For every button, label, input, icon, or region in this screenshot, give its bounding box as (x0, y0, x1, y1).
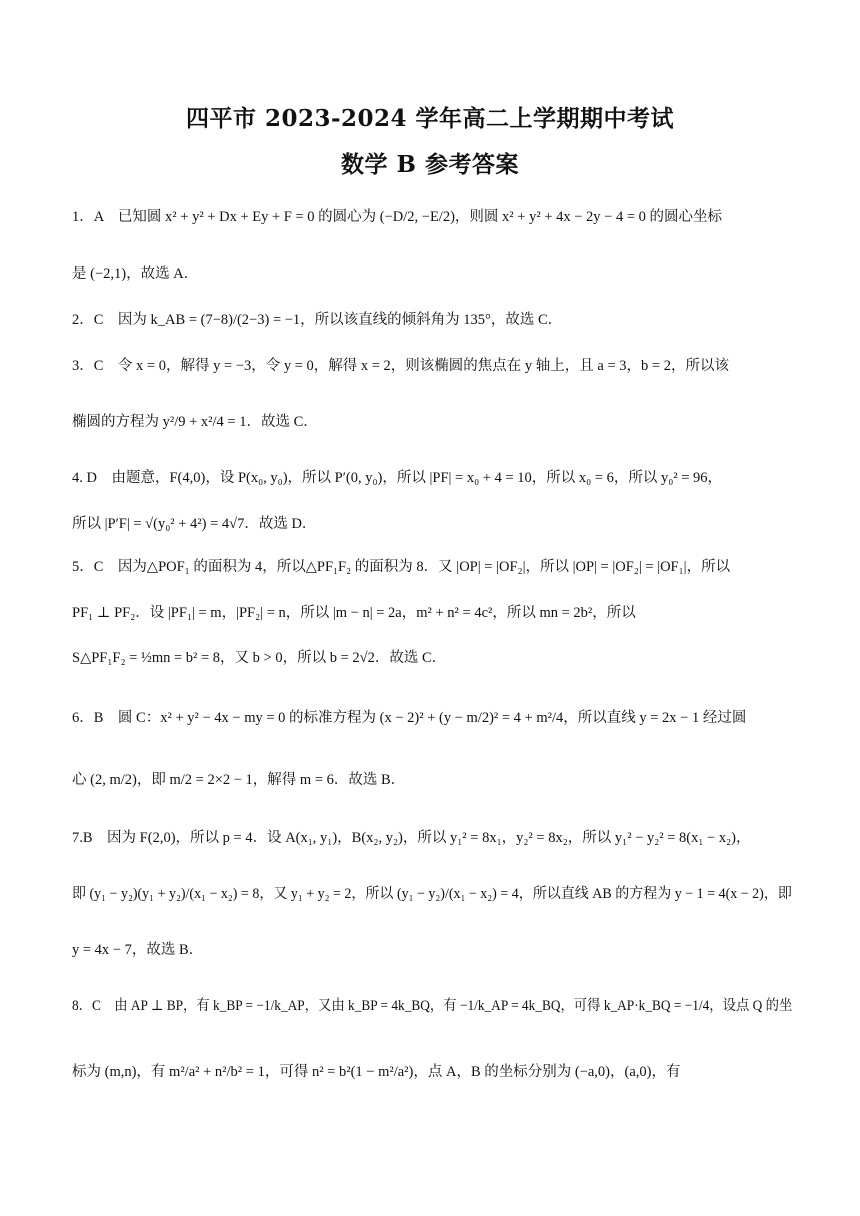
answer-4-line-1: 4. D 由题意，F(4,0)，设 P(x₀, y₀)，所以 P′(0, y₀)，所以 |PF| = x₀ + 4 = 10，所以 x₀ = 6，所以 y₀² = 96， (72, 470, 723, 486)
answer-5-line-2: PF₁ ⊥ PF₂．设 |PF₁| = m，|PF₂| = n，所以 |m − n| = 2a，m² + n² = 4c²，所以 mn = 2b²，所以 (72, 605, 636, 621)
answer-8-line-2: 标为 (m,n)，有 m²/a² + n²/b² = 1，可得 n² = b²(1 − m²/a²)，点 A，B 的坐标分别为 (−a,0)，(a,0)，有 (72, 1064, 681, 1080)
page-subtitle: 数学 B 参考答案 (341, 151, 519, 178)
answer-1-line-1: 1．A 已知圆 x² + y² + Dx + Ey + F = 0 的圆心为 (−D/2, −E/2)，则圆 x² + y² + 4x − 2y − 4 = 0 的圆心坐标 (72, 209, 722, 225)
answer-7-line-2: 即 (y₁ − y₂)(y₁ + y₂)/(x₁ − x₂) = 8，又 y₁ + y₂ = 2，所以 (y₁ − y₂)/(x₁ − x₂) = 4，所以直线 AB 的方程为 y − 1 = 4(x − 2)，即 (72, 886, 792, 902)
answer-6-line-1: 6．B 圆 C：x² + y² − 4x − my = 0 的标准方程为 (x − 2)² + (y − m/2)² = 4 + m²/4，所以直线 y = 2x − 1 经过圆 (72, 710, 747, 726)
answer-3-line-2: 椭圆的方程为 y²/9 + x²/4 = 1．故选 C． (72, 414, 318, 430)
answer-4-line-2: 所以 |P′F| = √(y₀² + 4²) = 4√7．故选 D． (72, 516, 317, 532)
answer-5-line-3: S△PF₁F₂ = ½mn = b² = 8，又 b > 0，所以 b = 2√2．故选 C． (72, 650, 447, 666)
answer-8-line-1: 8．C 由 AP ⊥ BP，有 k_BP = −1/k_AP，又由 k_BP = 4k_BQ，有 −1/k_AP = 4k_BQ，可得 k_AP·k_BQ = −1/4，设点 Q 的坐 (72, 998, 793, 1014)
answer-6-line-2: 心 (2, m/2)，即 m/2 = 2×2 − 1，解得 m = 6．故选 B． (72, 772, 406, 788)
answer-7-line-1: 7.B 因为 F(2,0)，所以 p = 4．设 A(x₁, y₁)，B(x₂, y₂)，所以 y₁² = 8x₁，y₂² = 8x₂，所以 y₁² − y₂² = 8(x₁ − x₂)， (72, 830, 751, 846)
answer-1-line-2: 是 (−2,1)，故选 A． (72, 266, 199, 282)
answer-3-line-1: 3．C 令 x = 0，解得 y = −3，令 y = 0，解得 x = 2，则该椭圆的焦点在 y 轴上，且 a = 3，b = 2，所以该 (72, 358, 729, 374)
answer-2-line-1: 2．C 因为 k_AB = (7−8)/(2−3) = −1，所以该直线的倾斜角为 135°，故选 C． (72, 312, 563, 328)
answer-5-line-1: 5．C 因为△POF₁ 的面积为 4，所以△PF₁F₂ 的面积为 8．又 |OP| = |OF₂|，所以 |OP| = |OF₂| = |OF₁|，所以 (72, 559, 731, 575)
answer-7-line-3: y = 4x − 7，故选 B． (72, 942, 204, 958)
page-title: 四平市 2023-2024 学年高二上学期期中考试 (185, 105, 675, 132)
